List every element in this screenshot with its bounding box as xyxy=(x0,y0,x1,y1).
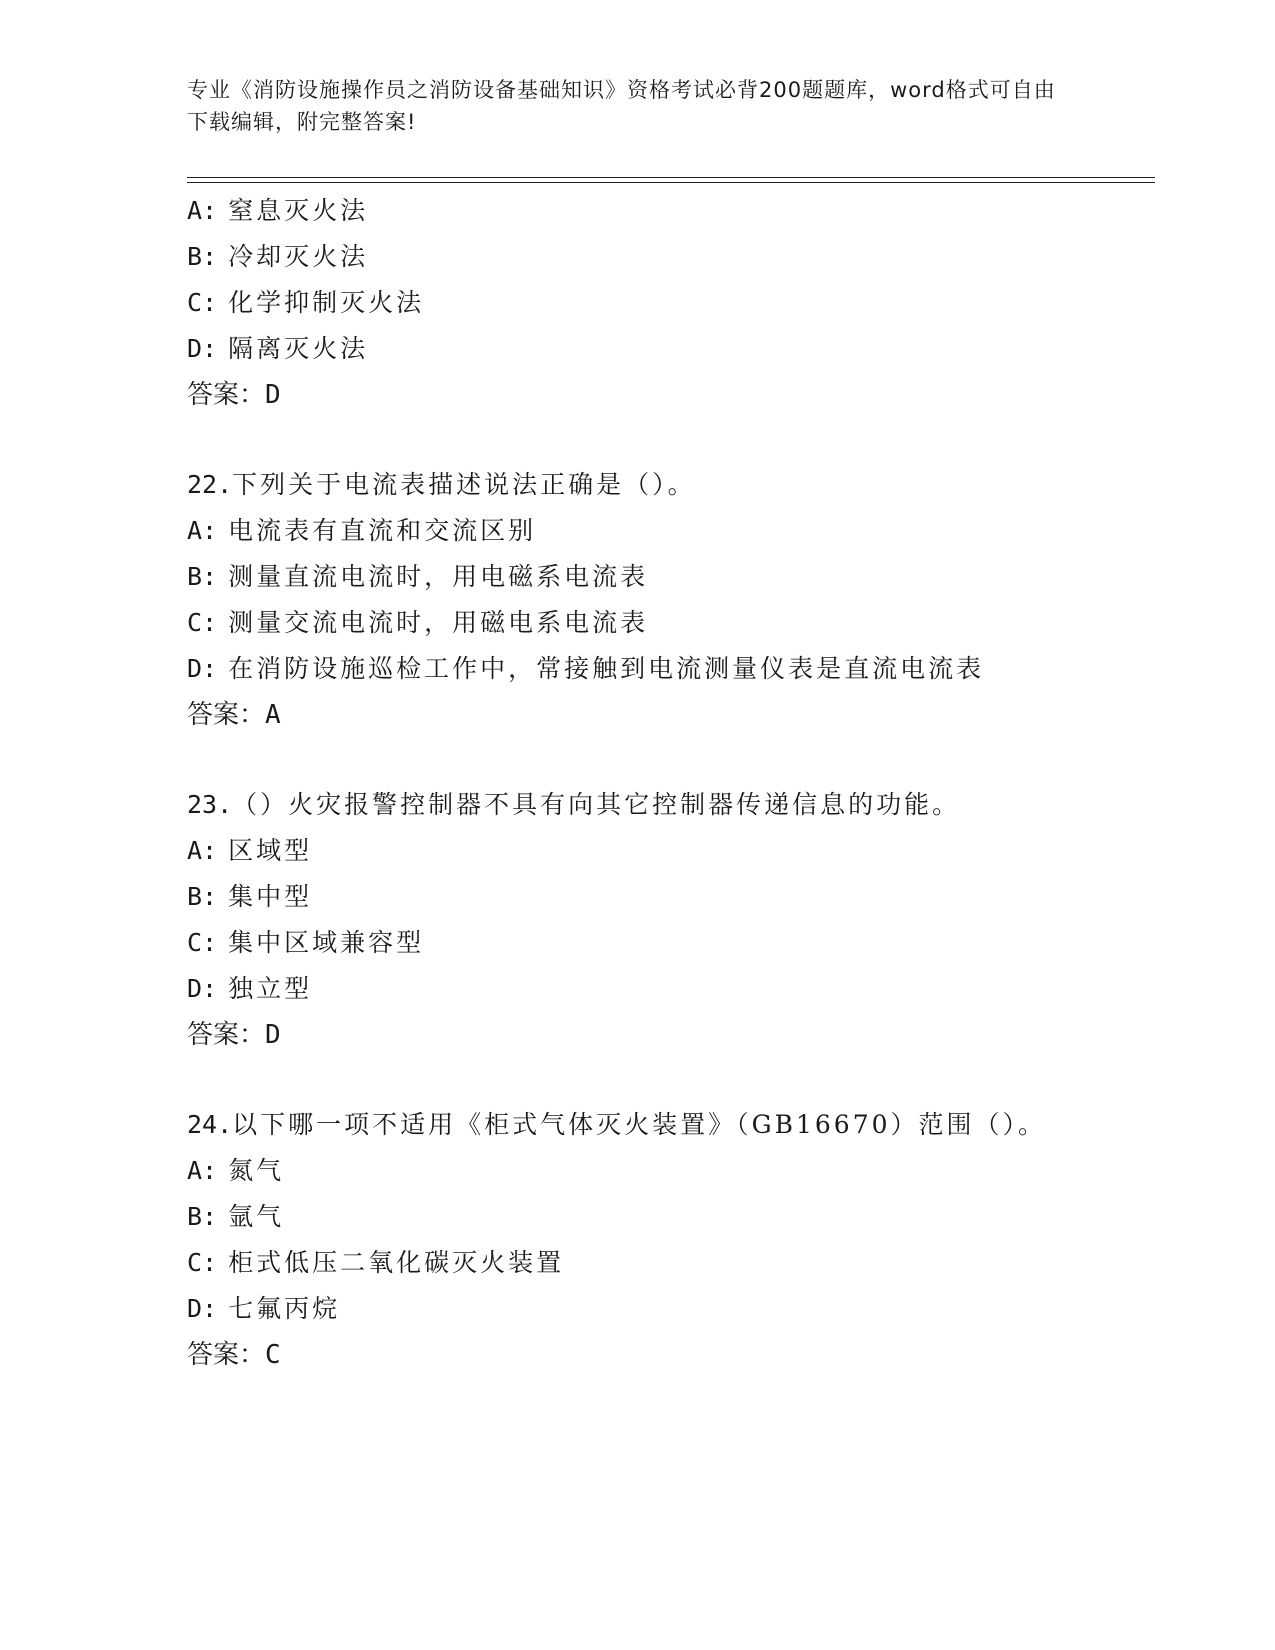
question-block-24 xyxy=(187,1102,1147,1378)
option-d: D: 七氟丙烷 xyxy=(187,1294,341,1323)
option-b: B: 冷却灭火法 xyxy=(187,242,369,271)
option-c: C: 集中区域兼容型 xyxy=(187,928,425,957)
option-a: A: 氮气 xyxy=(187,1156,285,1185)
question-block-21 xyxy=(187,188,1147,418)
header-rule-top xyxy=(187,177,1155,178)
question-block-22 xyxy=(187,462,1147,738)
question-stem: 22.下列关于电流表描述说法正确是（）。 xyxy=(187,470,696,499)
document-header xyxy=(187,74,1067,138)
answer-line: 答案：D xyxy=(187,1020,281,1050)
option-c: C: 化学抑制灭火法 xyxy=(187,288,425,317)
answer-line: 答案：A xyxy=(187,700,281,730)
question-block-23 xyxy=(187,782,1147,1058)
question-stem: 24.以下哪一项不适用《柜式气体灭火装置》（GB16670）范围（）。 xyxy=(187,1110,1047,1139)
answer-value: D xyxy=(265,1020,281,1050)
option-c: C: 柜式低压二氧化碳灭火装置 xyxy=(187,1248,565,1277)
answer-value: D xyxy=(265,380,281,410)
spacer xyxy=(187,418,1147,462)
spacer xyxy=(187,738,1147,782)
option-a: A: 电流表有直流和交流区别 xyxy=(187,516,537,545)
option-d: D: 独立型 xyxy=(187,974,313,1003)
option-b: B: 测量直流电流时，用电磁系电流表 xyxy=(187,562,649,591)
question-list xyxy=(187,188,1147,1378)
option-b: B: 集中型 xyxy=(187,882,313,911)
header-rule-bottom xyxy=(187,182,1155,183)
header-text: 专业《消防设施操作员之消防设备基础知识》资格考试必背200题题库，word格式可自由下载编辑，附完整答案! xyxy=(187,78,1056,134)
answer-value: A xyxy=(265,700,281,730)
question-stem: 23.（）火灾报警控制器不具有向其它控制器传递信息的功能。 xyxy=(187,790,961,819)
answer-line: 答案：D xyxy=(187,380,281,410)
answer-value: C xyxy=(265,1340,281,1370)
spacer xyxy=(187,1058,1147,1102)
option-c: C: 测量交流电流时，用磁电系电流表 xyxy=(187,608,649,637)
option-d: D: 隔离灭火法 xyxy=(187,334,369,363)
answer-line: 答案：C xyxy=(187,1340,281,1370)
option-b: B: 氩气 xyxy=(187,1202,285,1231)
option-a: A: 区域型 xyxy=(187,836,313,865)
option-d: D: 在消防设施巡检工作中，常接触到电流测量仪表是直流电流表 xyxy=(187,654,985,683)
option-a: A: 窒息灭火法 xyxy=(187,196,369,225)
